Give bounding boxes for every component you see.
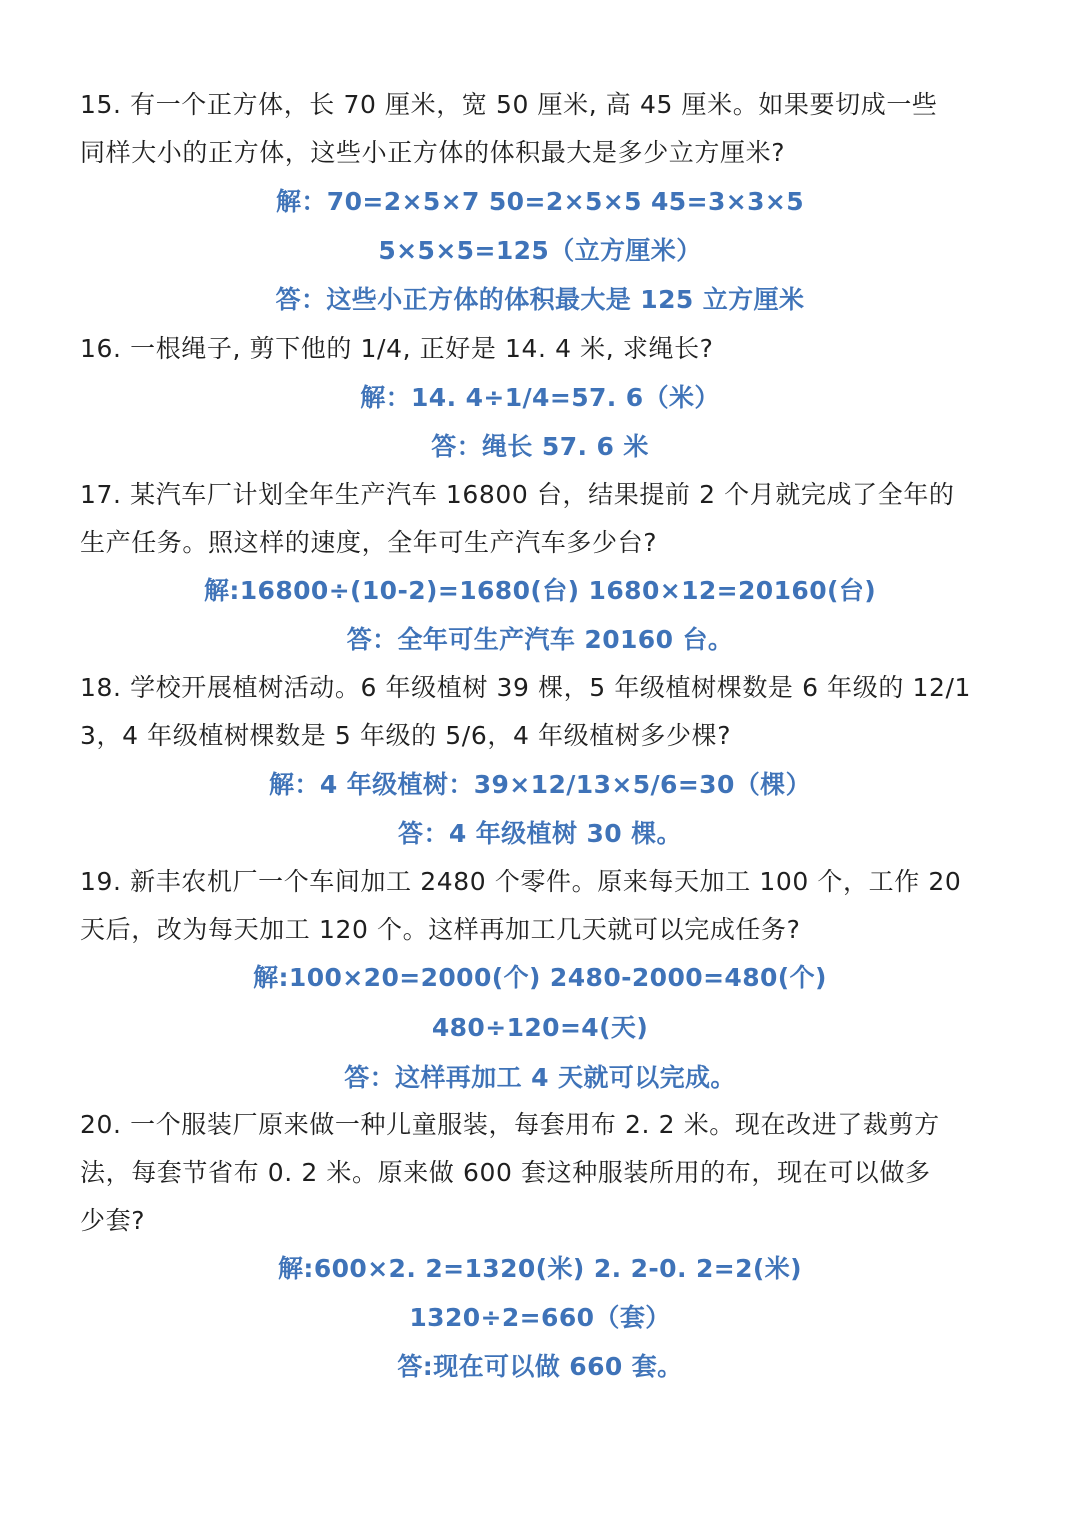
problem-18-solution-line-1: 解：4 年级植树：39×12/13×5/6=30（棵） bbox=[269, 770, 811, 799]
problem-16-answer: 答：绳长 57. 6 米 bbox=[431, 432, 649, 461]
problem-17-answer: 答：全年可生产汽车 20160 台。 bbox=[346, 625, 734, 654]
problem-17-question-line-2: 生产任务。照这样的速度，全年可生产汽车多少台? bbox=[80, 528, 658, 557]
problem-20-solution-line-2: 1320÷2=660（套） bbox=[409, 1303, 671, 1332]
problem-17-question-line-1: 17. 某汽车厂计划全年生产汽车 16800 台，结果提前 2 个月就完成了全年的 bbox=[80, 480, 955, 509]
problem-20-question-line-2: 法，每套节省布 0. 2 米。原来做 600 套这种服装所用的布，现在可以做多 bbox=[80, 1158, 931, 1187]
problem-18-answer: 答：4 年级植树 30 棵。 bbox=[398, 819, 682, 848]
problem-15-solution-line-1: 解：70=2×5×7 50=2×5×5 45=3×3×5 bbox=[275, 187, 805, 216]
problem-16-question-line-1: 16. 一根绳子, 剪下他的 1/4, 正好是 14. 4 米, 求绳长? bbox=[80, 334, 714, 363]
problem-15-solution-line-2: 5×5×5=125（立方厘米） bbox=[378, 236, 702, 265]
problem-15-question-line-1: 15. 有一个正方体，长 70 厘米，宽 50 厘米, 高 45 厘米。如果要切成一些 bbox=[80, 90, 938, 119]
problem-20-solution-line-1: 解:600×2. 2=1320(米) 2. 2-0. 2=2(米) bbox=[278, 1254, 802, 1283]
problem-15-answer: 答：这些小正方体的体积最大是 125 立方厘米 bbox=[275, 285, 805, 314]
problem-20-question-line-1: 20. 一个服装厂原来做一种儿童服装，每套用布 2. 2 米。现在改进了裁剪方 bbox=[80, 1110, 940, 1139]
problem-19-solution-line-2: 480÷120=4(天) bbox=[431, 1013, 649, 1042]
problem-19-solution-line-1: 解:100×20=2000(个) 2480-2000=480(个) bbox=[253, 963, 827, 992]
problem-20-question-line-3: 少套? bbox=[80, 1206, 146, 1235]
problem-19-answer: 答：这样再加工 4 天就可以完成。 bbox=[344, 1063, 736, 1092]
problem-19-question-line-1: 19. 新丰农机厂一个车间加工 2480 个零件。原来每天加工 100 个，工作 20 bbox=[80, 867, 962, 896]
problem-19-question-line-2: 天后，改为每天加工 120 个。这样再加工几天就可以完成任务? bbox=[80, 915, 801, 944]
problem-18-question-line-1: 18. 学校开展植树活动。6 年级植树 39 棵，5 年级植树棵数是 6 年级的 12/1 bbox=[80, 673, 972, 702]
problem-17-solution-line-1: 解:16800÷(10-2)=1680(台) 1680×12=20160(台) bbox=[203, 576, 877, 605]
problem-20-answer: 答:现在可以做 660 套。 bbox=[397, 1352, 683, 1381]
problem-15-question-line-2: 同样大小的正方体，这些小正方体的体积最大是多少立方厘米? bbox=[80, 138, 786, 167]
problem-18-question-line-2: 3，4 年级植树棵数是 5 年级的 5/6，4 年级植树多少棵? bbox=[80, 721, 732, 750]
problem-16-solution-line-1: 解：14. 4÷1/4=57. 6（米） bbox=[360, 383, 720, 412]
